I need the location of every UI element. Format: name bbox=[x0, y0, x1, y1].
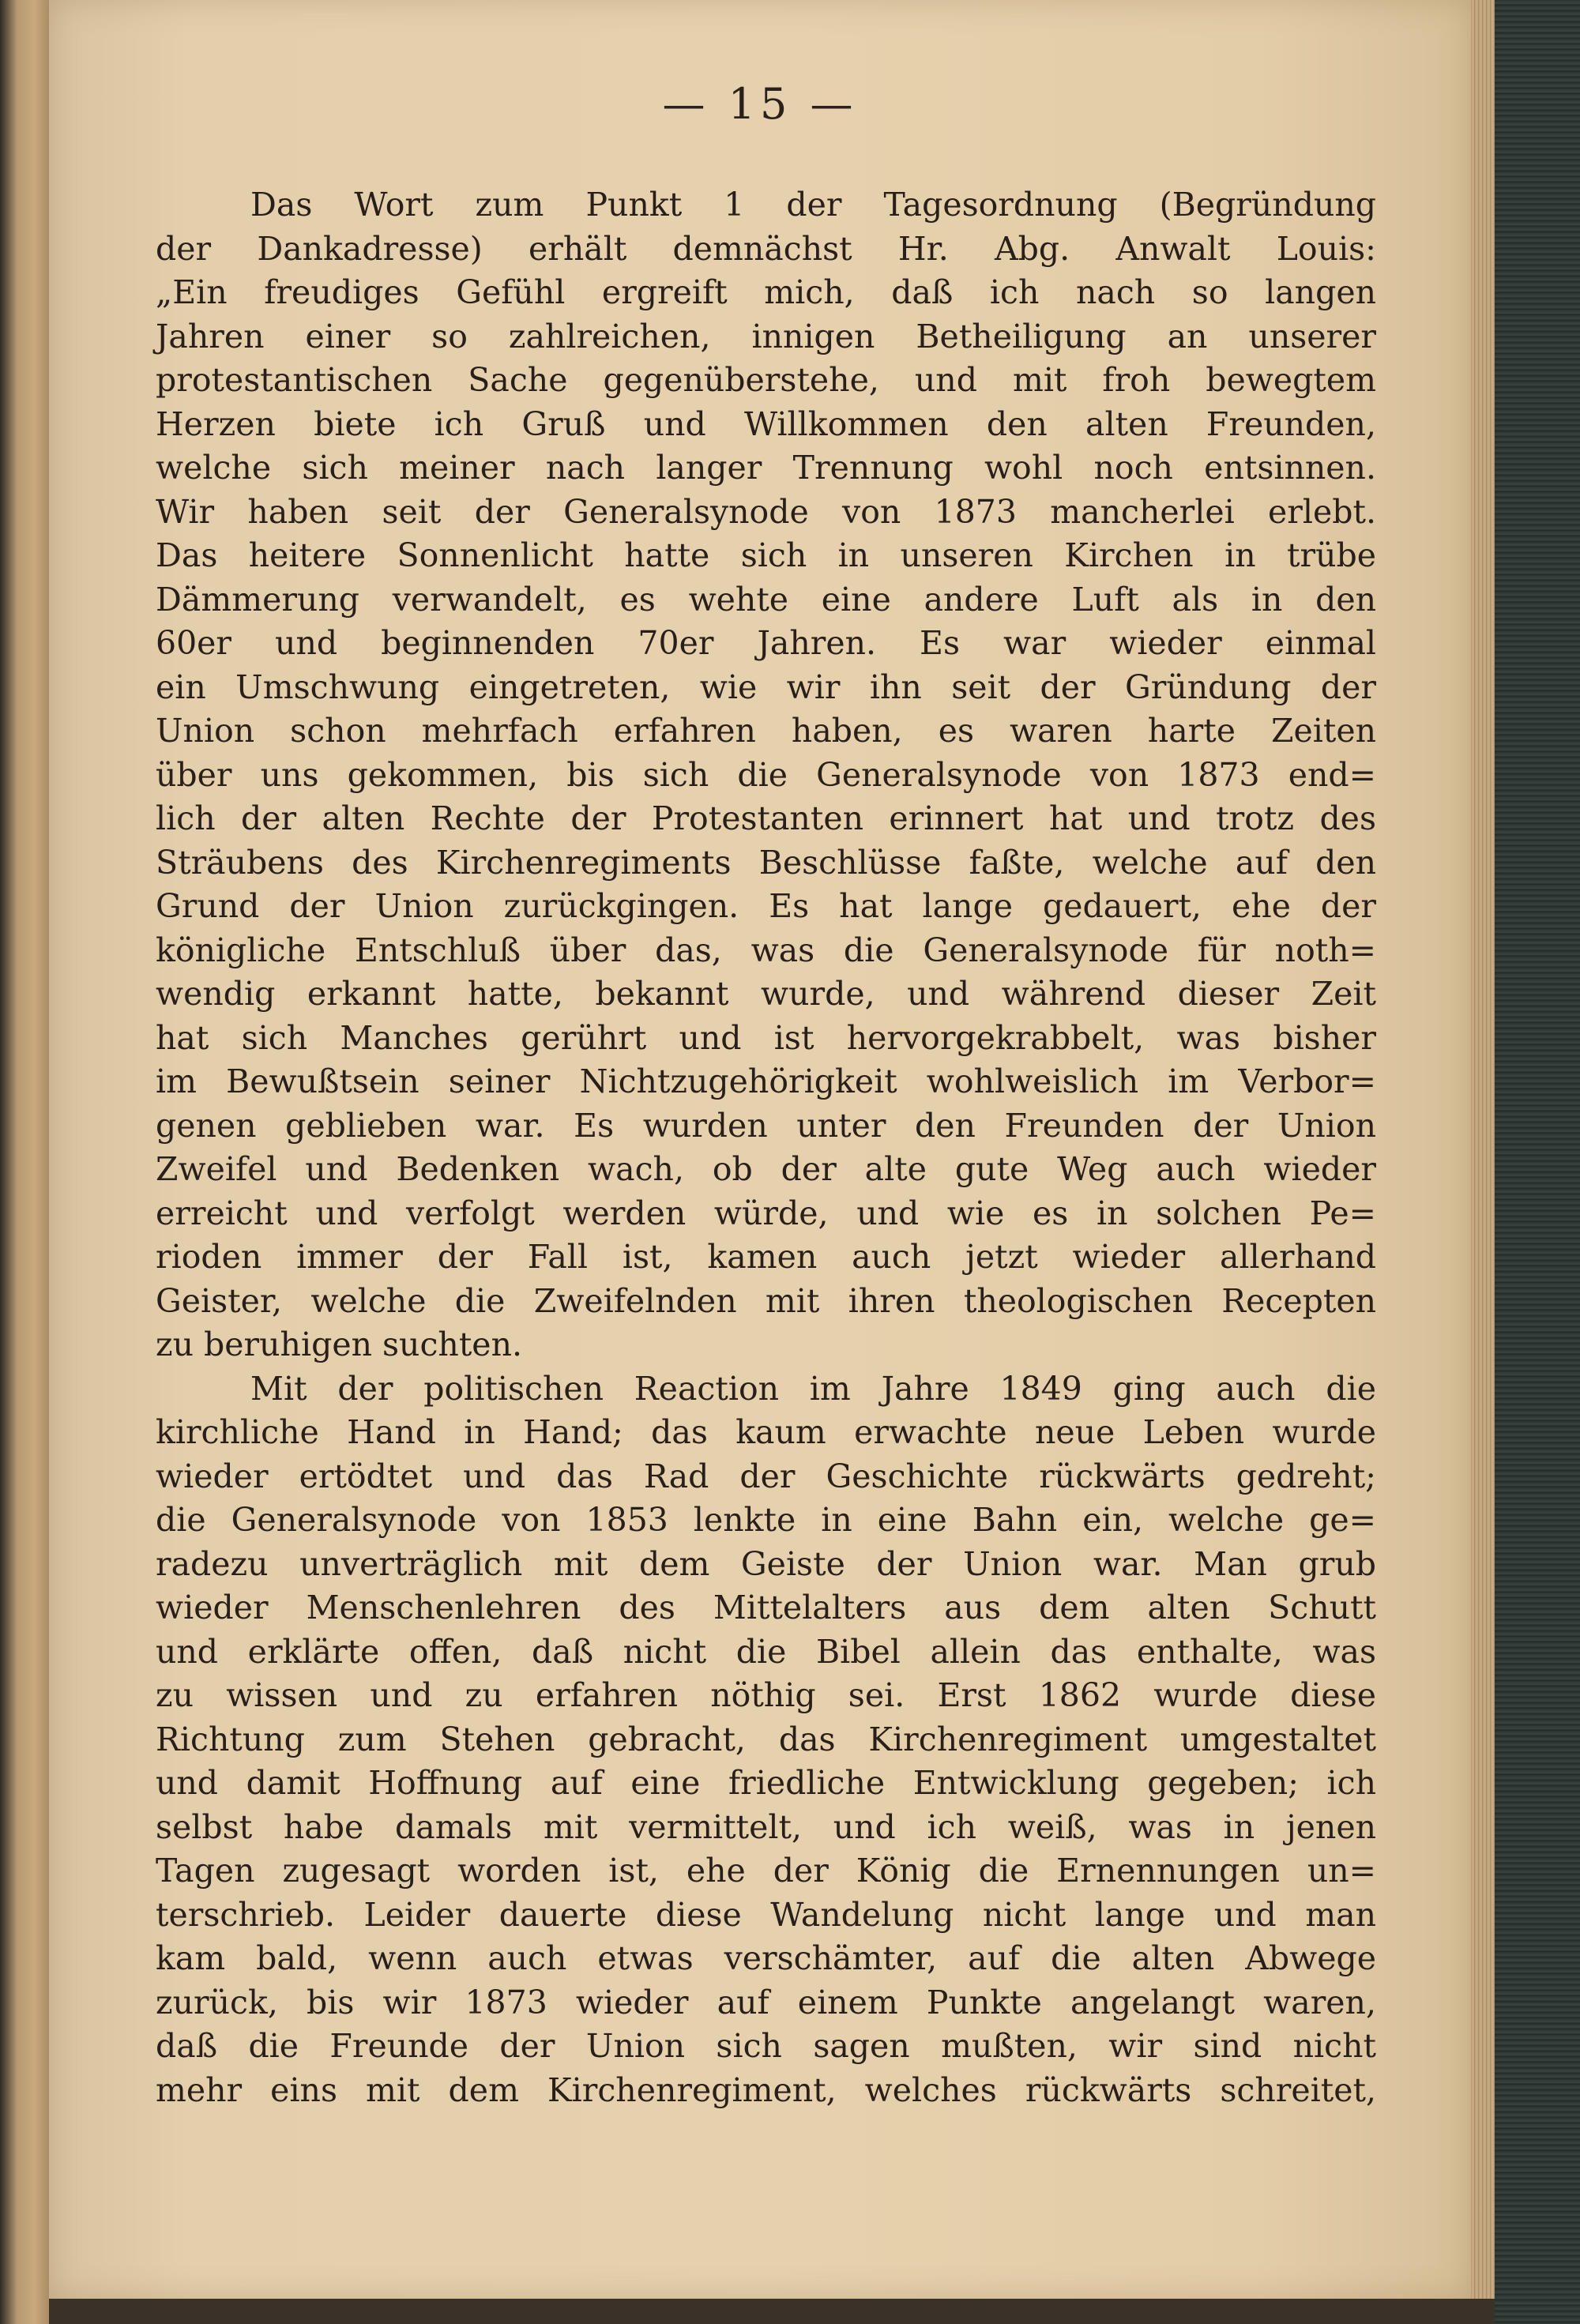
text-line: zu beruhigen suchten. bbox=[156, 1326, 523, 1363]
text-line: hat sich Manches gerührt und ist hervorgekrabbelt, was bisher bbox=[156, 1018, 1376, 1057]
text-line: königliche Entschluß über das, was die Generalsynode für noth= bbox=[156, 931, 1376, 969]
text-line: Wir haben seit der Generalsynode von 1873 mancherlei erlebt. bbox=[156, 492, 1376, 531]
text-line: genen geblieben war. Es wurden unter den Freunden der Union bbox=[156, 1106, 1376, 1145]
page-edges-stack bbox=[1471, 0, 1495, 2324]
text-line: über uns gekommen, bis sich die Generalsynode von 1873 end= bbox=[156, 755, 1376, 794]
text-line: wieder Menschenlehren des Mittelalters aus dem alten Schutt bbox=[156, 1589, 1376, 1626]
text-line: ein Umschwung eingetreten, wie wir ihn seit der Gründung der bbox=[156, 667, 1376, 706]
text-line: Sträubens des Kirchenregiments Beschlüsse faßte, welche auf den bbox=[156, 843, 1376, 882]
body-text bbox=[156, 183, 1376, 2112]
text-line: Herzen biete ich Gruß und Willkommen den alten Freunden, bbox=[156, 404, 1376, 443]
text-line: wieder ertödtet und das Rad der Geschichte rückwärts gedreht; bbox=[156, 1457, 1376, 1495]
text-line: selbst habe damals mit vermittelt, und ich weiß, was in jenen bbox=[156, 1807, 1376, 1846]
text-line: und erklärte offen, daß nicht die Bibel allein das enthalte, was bbox=[156, 1632, 1376, 1671]
text-line: Grund der Union zurückgingen. Es hat lange gedauert, ehe der bbox=[156, 887, 1376, 925]
left-page-edge bbox=[0, 0, 49, 2324]
text-line: welche sich meiner nach langer Trennung wohl noch entsinnen. bbox=[156, 449, 1376, 487]
text-line: kam bald, wenn auch etwas verschämter, auf die alten Abwege bbox=[156, 1939, 1376, 1977]
bottom-shadow bbox=[49, 2299, 1495, 2324]
text-line: Geister, welche die Zweifelnden mit ihren theologischen Recepten bbox=[156, 1281, 1376, 1320]
text-line: Mit der politischen Reaction im Jahre 1849 ging auch die bbox=[250, 1369, 1376, 1408]
book-page bbox=[49, 0, 1471, 2299]
text-line: 60er und beginnenden 70er Jahren. Es war wieder einmal bbox=[156, 624, 1376, 662]
text-line: und damit Hoffnung auf eine friedliche Entwicklung gegeben; ich bbox=[156, 1764, 1376, 1802]
text-line: wendig erkannt hatte, bekannt wurde, und während dieser Zeit bbox=[156, 975, 1376, 1013]
text-line: erreicht und verfolgt werden würde, und wie es in solchen Pe= bbox=[156, 1194, 1376, 1232]
text-line: zu wissen und zu erfahren nöthig sei. Erst 1862 wurde diese bbox=[156, 1676, 1376, 1714]
text-line: Zweifel und Bedenken wach, ob der alte gute Weg auch wieder bbox=[156, 1150, 1376, 1188]
text-line: terschrieb. Leider dauerte diese Wandelung nicht lange und man bbox=[156, 1895, 1376, 1934]
text-line: Tagen zugesagt worden ist, ehe der König die Ernennungen un= bbox=[156, 1852, 1376, 1890]
text-line: Das heitere Sonnenlicht hatte sich in unseren Kirchen in trübe bbox=[156, 536, 1376, 574]
text-line: die Generalsynode von 1853 lenkte in eine Bahn ein, welche ge= bbox=[156, 1501, 1376, 1539]
text-line: rioden immer der Fall ist, kamen auch jetzt wieder allerhand bbox=[156, 1238, 1376, 1276]
text-line: der Dankadresse) erhält demnächst Hr. Abg. Anwalt Louis: bbox=[156, 229, 1376, 268]
text-line: lich der alten Rechte der Protestanten erinnert hat und trotz des bbox=[156, 799, 1376, 837]
text-line: mehr eins mit dem Kirchenregiment, welches rückwärts schreitet, bbox=[156, 2070, 1376, 2109]
book-cover-edge bbox=[1495, 0, 1580, 2324]
text-line: daß die Freunde der Union sich sagen mußten, wir sind nicht bbox=[156, 2027, 1376, 2065]
page-number: — 15 — bbox=[662, 79, 858, 129]
text-line: Union schon mehrfach erfahren haben, es waren harte Zeiten bbox=[156, 712, 1376, 750]
text-line: kirchliche Hand in Hand; das kaum erwachte neue Leben wurde bbox=[156, 1413, 1376, 1451]
text-line: Das Wort zum Punkt 1 der Tagesordnung (Begründung bbox=[250, 186, 1376, 224]
text-line: „Ein freudiges Gefühl ergreift mich, daß ich nach so langen bbox=[156, 273, 1376, 311]
text-line: zurück, bis wir 1873 wieder auf einem Punkte angelangt waren, bbox=[156, 1983, 1376, 2021]
text-line: protestantischen Sache gegenüberstehe, und mit froh bewegtem bbox=[156, 361, 1376, 399]
text-line: radezu unverträglich mit dem Geiste der Union war. Man grub bbox=[156, 1544, 1376, 1583]
text-line: Dämmerung verwandelt, es wehte eine andere Luft als in den bbox=[156, 580, 1376, 619]
text-line: Jahren einer so zahlreichen, innigen Betheiligung an unserer bbox=[156, 317, 1376, 355]
text-line: im Bewußtsein seiner Nichtzugehörigkeit wohlweislich im Verbor= bbox=[156, 1062, 1376, 1100]
text-line: Richtung zum Stehen gebracht, das Kirchenregiment umgestaltet bbox=[156, 1720, 1376, 1758]
